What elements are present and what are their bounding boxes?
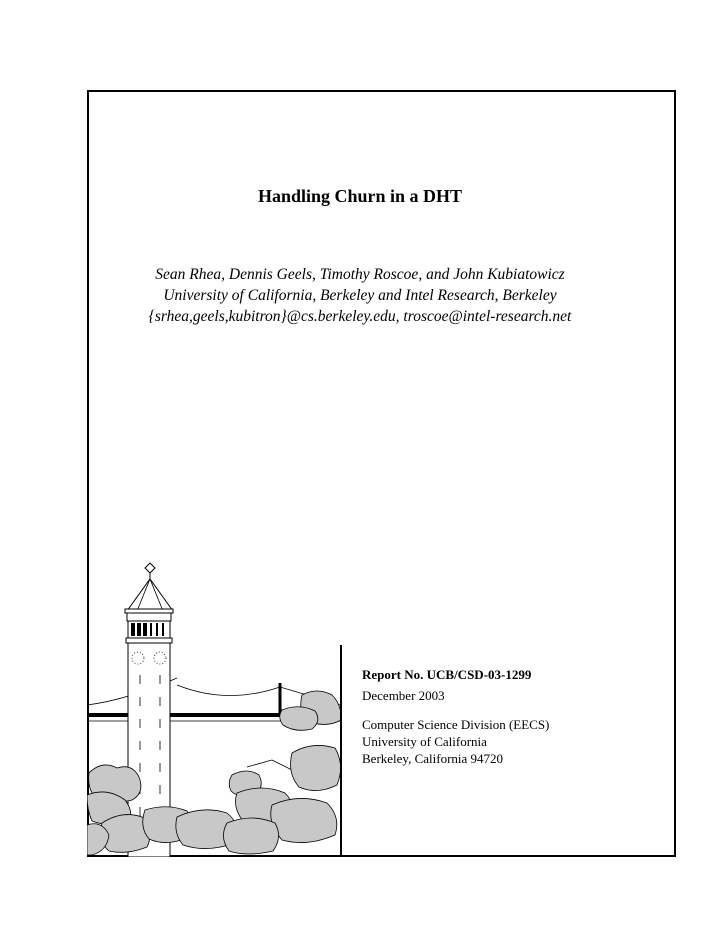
author-names: Sean Rhea, Dennis Geels, Timothy Roscoe, and John Kubiatowicz — [155, 266, 565, 283]
author-block — [0, 264, 720, 327]
campanile-illustration — [87, 555, 341, 857]
report-location: Berkeley, California 94720 — [362, 751, 504, 766]
report-division: Computer Science Division (EECS) — [362, 717, 550, 732]
divider-line — [340, 645, 342, 857]
report-university: University of California — [362, 734, 487, 749]
author-emails: {srhea,geels,kubitron}@cs.berkeley.edu, troscoe@intel-research.net — [148, 308, 572, 325]
author-affiliation: University of California, Berkeley and Intel Research, Berkeley — [163, 287, 557, 304]
report-institution — [362, 716, 549, 767]
report-number: Report No. UCB/CSD-03-1299 — [362, 667, 532, 682]
report-date: December 2003 — [362, 688, 445, 703]
report-info — [362, 666, 549, 767]
report-title: Handling Churn in a DHT — [257, 186, 463, 206]
